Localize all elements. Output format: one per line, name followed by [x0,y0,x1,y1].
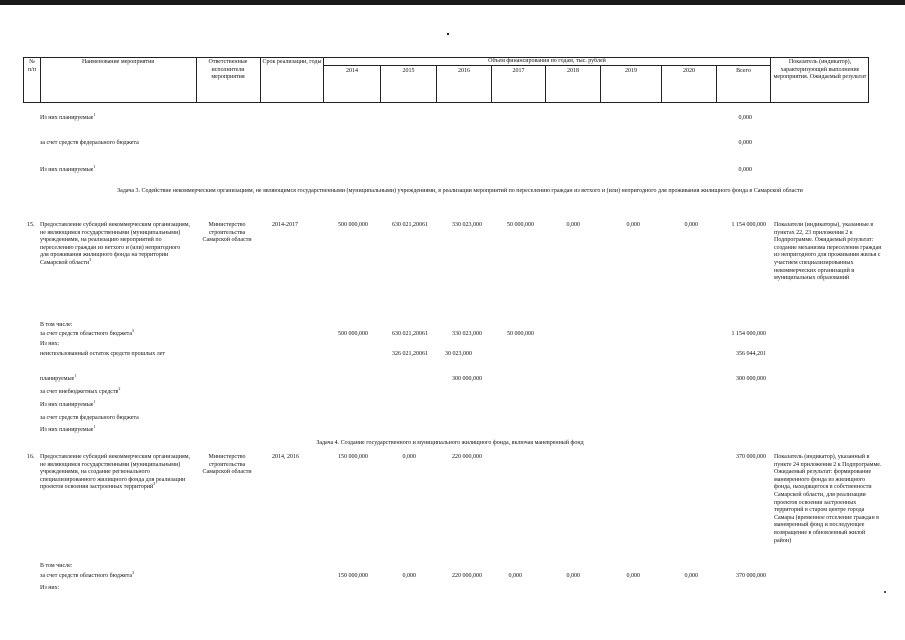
value-2018: 0,000 [566,222,580,228]
header-year: 2018 [567,68,579,74]
regional-2016: 220 000,000 [452,573,482,579]
header-num: № п/п [27,59,37,73]
value-2015: 0,000 [402,454,416,460]
value-2019: 0,000 [626,222,640,228]
item-indicator: Показатели (индикаторы), указанные в пунктах 22, 23 приложения 2 к Подпрограмме. Ожидаемый результат: создание механизма переселения граждан из непригодного для проживания жилья с участием специализированных некоммерческих организаций и муниципальных образований [774,222,882,282]
row-label: Из них планируемые$^1$ [40,164,96,173]
row-total: 0,000 [738,167,752,173]
of-them-label: Из них: [40,341,60,347]
federal-planned-label: Из них планируемые$^1$ [40,424,96,433]
value-2014: 150 000,000 [338,454,368,460]
header-year: 2020 [683,68,695,74]
item-indicator: Показатель (индикатор), указанный в пункте 24 приложения 2 к Подпрограмме. Ожидаемый результат: формирование маневренного фонда из жилищного фонда, находящегося в собственности Самарской области, для реализации проектов освоения застроенных территорий в старом центре города Самары (временное отселение граждан в маневренный фонд и последующее возвращение в обновленный жилой район) [774,454,882,544]
planned-label: планируемые$^1$ [40,373,77,382]
value-total: 1 154 000,000 [731,222,766,228]
value-2020: 0,000 [684,222,698,228]
regional-total: 1 154 000,000 [731,331,766,337]
regional-2015: 630 021,20061 [392,331,428,337]
item-number: 15. [27,222,35,228]
item-name: Предоставление субсидий некоммерческим организациям, не являющимся государственными (муниципальными) учреждениями, на создание регионального специализированного жилищного фонда для реализации проектов освоения застроенных территорий$^3$ [40,454,190,491]
of-them-label: Из них: [40,585,60,591]
header-term: Срок реализации, годы [262,59,322,65]
including-label: В том числе: [40,322,73,328]
item-name: Предоставление субсидий некоммерческим организациям, не являющимся государственными (муниципальными) учреждениями, на реализацию мероприятий по переселению граждан из ветхого и (или) непригодного для проживания жилищного фонда на территории Самарской области$^3$ [40,222,190,266]
including-label: В том числе: [40,563,73,569]
header-funding-title: Объем финансирования по годам, тыс. рублей [488,58,606,64]
header-year: 2019 [625,68,637,74]
item-responsible: Министерство строительства Самарской области [202,454,252,476]
unused-total: 356 044,201 [736,351,766,357]
unused-balance-label: неиспользованный остаток средств прошлых лет [40,351,166,357]
unused-2015: 326 021,20061 [392,351,428,357]
value-2014: 500 000,000 [338,222,368,228]
header-year: 2015 [402,68,415,74]
regional-total: 370 000,000 [736,573,766,579]
scan-speck [884,591,886,593]
row-total: 0,000 [738,140,752,146]
header-indicator: Показатель (индикатор), характеризующий выполнение мероприятия. Ожидаемый результат [773,59,867,81]
header-responsible: Ответственные исполнители мероприятия [208,59,248,81]
regional-2015: 0,000 [402,573,416,579]
regional-2014: 500 000,000 [338,331,368,337]
regional-2016: 330 023,000 [452,331,482,337]
extrabudget-planned-label: Из них планируемые$^1$ [40,399,96,408]
value-2016: 220 000,000 [452,454,482,460]
header-name: Наименование мероприятия [81,59,155,65]
regional-budget-label: за счет средств областного бюджета$^3$ [40,570,135,579]
header-total: Всего [736,68,751,74]
federal-budget-label: за счет средств федерального бюджета [40,415,139,421]
unused-2016: 30 023,000 [445,351,472,357]
regional-2020: 0,000 [684,573,698,579]
regional-2017: 0,000 [508,573,522,579]
item-number: 16. [27,454,35,460]
task-heading: Задача 4. Создание государственного и муниципального жилищного фонда, включая маневренный фонд [316,440,584,446]
scan-top-border [0,0,905,5]
item-term: 2014-2017 [272,222,298,228]
item-responsible: Министерство строительства Самарской области [202,222,252,244]
planned-2016: 300 000,000 [452,376,482,382]
row-label: Из них планируемые$^1$ [40,112,96,121]
value-2016: 330 023,000 [452,222,482,228]
planned-total: 300 000,000 [736,376,766,382]
header-year: 2014 [346,68,358,74]
regional-2014: 150 000,000 [338,573,368,579]
value-total: 370 000,000 [736,454,766,460]
row-total: 0,000 [738,115,752,121]
regional-2018: 0,000 [566,573,580,579]
regional-budget-label: за счет средств областного бюджета$^3$ [40,328,135,337]
header-year: 2017 [512,68,525,74]
item-term: 2014, 2016 [272,454,299,460]
regional-2017: 50 000,000 [507,331,534,337]
scan-speck [447,33,449,35]
row-label: за счет средств федерального бюджета [40,140,139,146]
value-2017: 50 000,000 [507,222,534,228]
task-heading: Задача 3. Содействие некоммерческим организациям, не являющимся государственными (муниципальными) учреждениями, в реализации мероприятий по переселению граждан из ветхого и (или) непригодного для проживания жилищного фонда в Самарской области [117,188,803,194]
extrabudget-label: за счет внебюджетных средств$^2$ [40,386,121,395]
value-2015: 630 021,20061 [392,222,428,228]
regional-2019: 0,000 [626,573,640,579]
header-year: 2016 [458,68,470,74]
